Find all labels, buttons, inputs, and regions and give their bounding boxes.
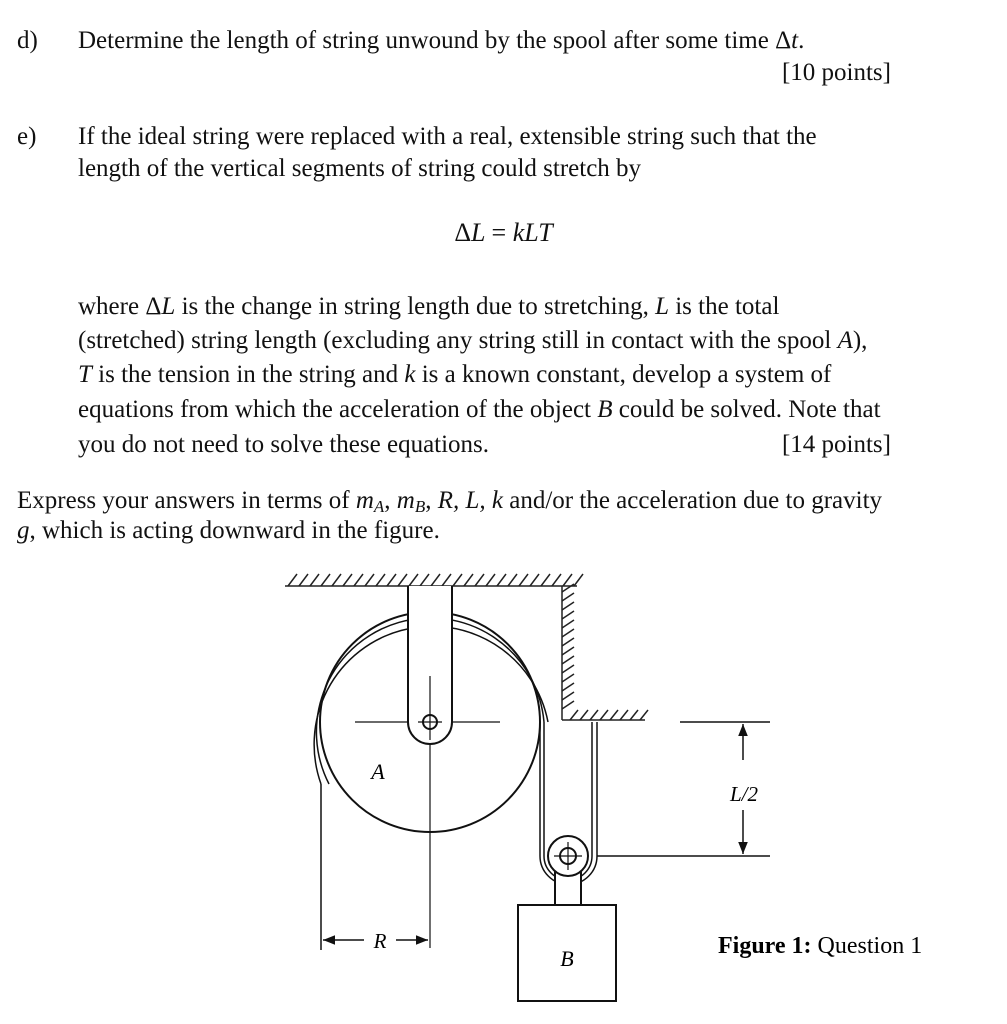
- hatch-mark: [464, 574, 473, 586]
- r-dimension: [321, 784, 428, 950]
- stretch-equation: ΔL = kLT: [454, 218, 553, 247]
- hatch-mark: [552, 574, 561, 586]
- figure-caption-bold: Figure 1:: [718, 933, 812, 959]
- hatch-mark: [562, 602, 574, 610]
- label-L-half: L/2: [729, 782, 759, 806]
- hatch-mark: [562, 665, 574, 673]
- part-e-p3: T is the tension in the string and k is a known constant, develop a system of: [78, 361, 832, 388]
- hatch-mark: [562, 656, 574, 664]
- hatch-mark: [475, 574, 484, 586]
- part-e-p5: you do not need to solve these equations.: [78, 431, 490, 458]
- express-line1: Express your answers in terms of $m_A$, $m_B$, R, L, k and/or the acceleration due to gravity: [17, 487, 883, 516]
- hatch-mark: [354, 574, 363, 586]
- hatch-mark: [562, 620, 574, 628]
- hatch-mark: [600, 710, 608, 720]
- part-e-label: e): [17, 123, 37, 150]
- hatch-mark: [497, 574, 506, 586]
- hatch-mark: [562, 701, 574, 709]
- hatch-mark: [610, 710, 618, 720]
- hatch-mark: [562, 638, 574, 646]
- ledge-hatching: [562, 710, 648, 720]
- ceiling-hatching: [285, 574, 583, 586]
- hatch-mark: [387, 574, 396, 586]
- hatch-mark: [640, 710, 648, 720]
- hatch-mark: [574, 574, 583, 586]
- hatch-mark: [508, 574, 517, 586]
- hatch-mark: [562, 611, 574, 619]
- part-e-p4: equations from which the acceleration of the object B could be solved. Note that: [78, 396, 881, 423]
- hatch-mark: [562, 629, 574, 637]
- hatch-mark: [563, 574, 572, 586]
- hatch-mark: [590, 710, 598, 720]
- label-B: B: [560, 946, 574, 971]
- hatch-mark: [288, 574, 297, 586]
- hatch-mark: [376, 574, 385, 586]
- hatch-mark: [431, 574, 440, 586]
- wall-hatching: [562, 584, 574, 720]
- hatch-mark: [620, 710, 628, 720]
- hatch-mark: [562, 683, 574, 691]
- figure-caption: [718, 933, 922, 959]
- hatch-mark: [530, 574, 539, 586]
- part-e-line1: If the ideal string were replaced with a real, extensible string such that the: [78, 123, 817, 150]
- hatch-mark: [453, 574, 462, 586]
- hatch-mark: [562, 674, 574, 682]
- hatch-mark: [420, 574, 429, 586]
- hatch-mark: [398, 574, 407, 586]
- hatch-mark: [570, 710, 578, 720]
- hatch-mark: [409, 574, 418, 586]
- label-A: A: [371, 759, 385, 784]
- express-line2: g, which is acting downward in the figure.: [17, 517, 440, 544]
- hatch-mark: [562, 593, 574, 601]
- hatch-mark: [519, 574, 528, 586]
- hatch-mark: [486, 574, 495, 586]
- part-e-p2: (stretched) string length (excluding any string still in contact with the spool A),: [78, 327, 868, 354]
- hatch-mark: [343, 574, 352, 586]
- hatch-mark: [442, 574, 451, 586]
- part-e-points: [14 points]: [781, 431, 891, 458]
- hatch-mark: [310, 574, 319, 586]
- hatch-mark: [630, 710, 638, 720]
- part-e-p1: where ΔL is the change in string length due to stretching, L is the total: [78, 293, 780, 320]
- hatch-mark: [321, 574, 330, 586]
- part-d-label: d): [17, 27, 38, 54]
- part-d-points: [10 points]: [781, 59, 891, 86]
- label-R: R: [373, 929, 387, 953]
- hatch-mark: [365, 574, 374, 586]
- part-e-line2: length of the vertical segments of string could stretch by: [78, 155, 642, 182]
- hatch-mark: [580, 710, 588, 720]
- part-d-text: Determine the length of string unwound by the spool after some time Δt.: [78, 27, 805, 54]
- hatch-mark: [332, 574, 341, 586]
- hatch-mark: [541, 574, 550, 586]
- hatch-mark: [562, 692, 574, 700]
- hatch-mark: [562, 647, 574, 655]
- figure-caption-rest: Question 1: [811, 933, 923, 959]
- hatch-mark: [299, 574, 308, 586]
